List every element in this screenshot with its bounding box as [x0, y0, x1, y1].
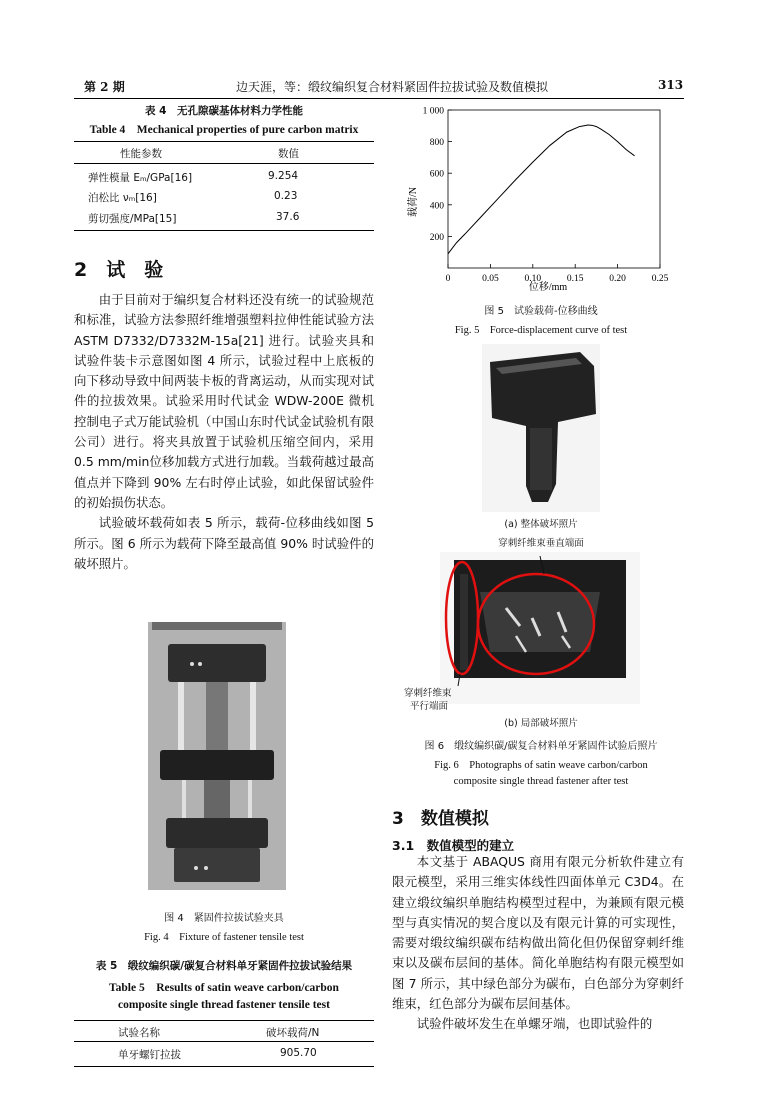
header-page: 313: [658, 78, 684, 92]
table5-row1-name: 单牙螺钉拉拔: [118, 1049, 181, 1061]
y-tick-label: 800: [429, 138, 444, 149]
x-tick-label: 0.25: [651, 274, 669, 284]
section2-paragraph-2: 试验破坏载荷如表 5 所示，载荷-位移曲线如图 5 所示。图 6 所示为载荷下降至最高值 90% 时试验件的破坏照片。: [74, 515, 374, 571]
table4-row3-param: 剪切强度/MPa[15]: [88, 213, 177, 225]
table4-col1-header: 性能参数: [120, 148, 162, 160]
fig6-label-top: 穿刺纤维束垂直端面: [498, 538, 584, 549]
fig4-fixture-photo: [148, 622, 286, 890]
section2-body: [74, 290, 374, 574]
x-tick-label: 0: [445, 274, 451, 284]
table4-row1-param: 弹性模量 Eₘ/GPa[16]: [88, 172, 193, 184]
table5-bottom-rule: [74, 1066, 374, 1067]
section3-body: [392, 852, 684, 1035]
section3-paragraph-1: 本文基于 ABAQUS 商用有限元分析软件建立有限元模型，采用三维实体线性四面体单元 C3D4。在建立缎纹编织单胞结构模型过程中，为兼顾有限元模型与真实情况的契合度以及有限元计算的可实现性，需要对缎纹编织碳布结构做出简化但仍保留穿刺纤维束以及碳布层间的基体。简化单胞结构有限元模型如图 7 所示，其中绿色部分为碳布，白色部分为穿刺纤维束，红色部分为碳布层间基体。: [392, 854, 684, 1012]
table5-caption-en-1: Table 5 Results of satin weave carbon/carbon: [109, 982, 339, 994]
table4-caption-cn: 表 4 无孔隙碳基体材料力学性能: [145, 105, 303, 117]
fig5-caption-cn: 图 5 试验载荷-位移曲线: [484, 306, 598, 317]
table5-row1-value: 905.70: [280, 1047, 317, 1059]
table4-row2-param: 泊松比 νₘ[16]: [88, 192, 157, 204]
y-tick-label: 600: [429, 169, 444, 180]
section2-heading: 2 试 验: [74, 259, 164, 281]
x-tick-label: 0.10: [524, 274, 542, 284]
y-tick-label: 400: [429, 201, 444, 212]
fig6-label-left-1: 穿刺纤维束: [404, 688, 452, 699]
header-title: 边天涯，等：缎纹编织复合材料紧固件拉拔试验及数值模拟: [236, 80, 549, 94]
y-axis-label: 载荷/N: [408, 187, 419, 217]
x-tick-label: 0.20: [609, 274, 626, 284]
table5-caption-cn: 表 5 缎纹编织碳/碳复合材料单牙紧固件拉拔试验结果: [95, 960, 353, 972]
plot-frame: [448, 110, 660, 268]
table4-mid-rule: [74, 163, 374, 164]
table4-row2-value: 0.23: [274, 190, 298, 202]
y-tick-label: 1 000: [422, 106, 444, 117]
y-tick-label: 200: [429, 232, 444, 243]
section3-heading: 3 数值模拟: [392, 809, 489, 829]
table5-top-rule: [74, 1020, 374, 1021]
fig6-caption-cn: 图 6 缎纹编织碳/碳复合材料单牙紧固件试验后照片: [424, 741, 658, 752]
x-tick-label: 0.05: [482, 274, 499, 284]
force-displacement-curve: [448, 125, 635, 254]
fig6b-subcaption: (b) 局部破坏照片: [504, 718, 578, 729]
section3-1-heading: 3.1 数值模型的建立: [392, 838, 515, 853]
fig4-caption-cn: 图 4 紧固件拉拔试验夹具: [164, 913, 284, 924]
table5-mid-rule: [74, 1041, 374, 1042]
fig6b-local-damage-photo: [440, 552, 640, 704]
fig6-label-left-2: 平行端面: [410, 701, 449, 712]
fig6-caption-en-1: Fig. 6 Photographs of satin weave carbon/carbon: [434, 760, 648, 771]
table4-row1-value: 9.254: [268, 170, 299, 182]
table5-col1-header: 试验名称: [118, 1027, 160, 1039]
section2-paragraph-1: 由于目前对于编织复合材料还没有统一的试验规范和标准，试验方法参照纤维增强塑料拉伸性能试验方法 ASTM D7332/D7332M-15a[21] 进行。试验夹具和试验件装卡示意图如图 4 所示，试验过程中上底板的向下移动导致中间两装卡板的背离运动，从而实现对试件的拉拔效果。试验采用时代试金 WDW-200E 微机控制电子式万能试验机（中国山东时代试金试验机有限公司）进行。将夹具放置于试验机压缩空间内，采用 0.5 mm/min位移加载方式进行加载。当载荷越过最高值点并下降到 90% 左右时停止试验，如此保留试验件的初始损伤状态。: [74, 292, 374, 510]
table4-top-rule: [74, 141, 374, 142]
fig5-caption-en: Fig. 5 Force-displacement curve of test: [454, 325, 628, 336]
table4-col2-header: 数值: [278, 148, 299, 160]
fig6a-specimen-photo: [482, 344, 600, 512]
table4-row3-value: 37.6: [276, 211, 300, 223]
x-tick-label: 0.15: [566, 274, 584, 284]
fig6a-subcaption: (a) 整体破坏照片: [504, 519, 578, 530]
section3-paragraph-2: 试验件破坏发生在单螺牙端，也即试验件的: [416, 1016, 653, 1032]
fig5-force-displacement-chart: [396, 100, 686, 296]
header-issue: 第 2 期: [84, 80, 125, 94]
fig4-caption-en: Fig. 4 Fixture of fastener tensile test: [144, 932, 304, 943]
x-axis-label: 位移/mm: [528, 282, 568, 293]
table4-caption-en: Table 4 Mechanical properties of pure carbon matrix: [89, 124, 359, 136]
header-rule: [74, 98, 684, 99]
table5-caption-en-2: composite single thread fastener tensile test: [118, 999, 330, 1011]
fig6-caption-en-2: composite single thread fastener after test: [453, 776, 629, 787]
table5-col2-header: 破坏载荷/N: [266, 1027, 320, 1039]
table4-bottom-rule: [74, 230, 374, 231]
